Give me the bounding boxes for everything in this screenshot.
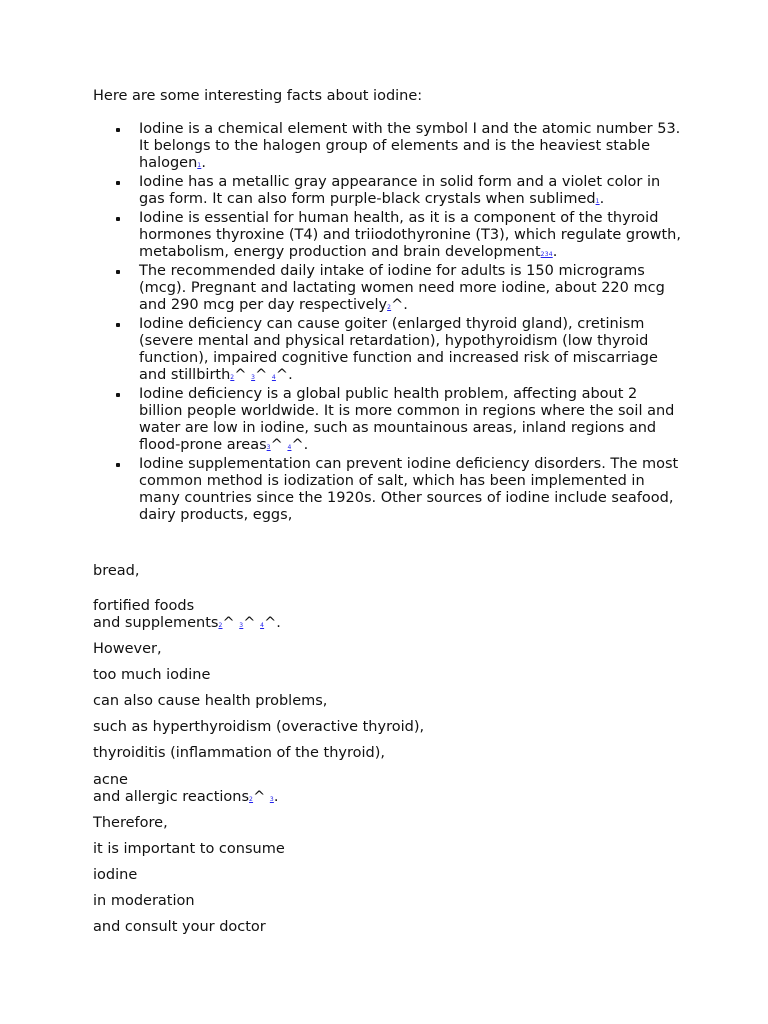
text-line [93,641,162,658]
citation-link[interactable]: 3 [251,374,256,381]
fact-text: The recommended daily intake of iodine for adults is 150 micrograms (mcg). Pregnant and lactating women need more iodine, about 220 mcg and 290 mcg per day respectively [139,263,665,313]
fact-text: Iodine deficiency is a global public health problem, affecting about 2 billion people worldwide. It is more common in regions where the soil and water are low in iodine, such as mountainous areas, inland regions and flood-prone areas [139,386,675,453]
fact-item [93,174,683,210]
sentence-end: ^. [275,367,293,383]
citation-link[interactable]: 2 [387,304,392,311]
citation-separator: ^ [243,615,261,631]
line-text: such as hyperthyroidism (overactive thyroid), [93,719,425,735]
fact-item [93,121,683,174]
fact-item [93,456,683,524]
text-line [93,667,210,684]
citation-link[interactable]: 1 [595,198,600,205]
line-text: and supplements [93,615,219,631]
citation-link[interactable]: 2 [218,622,223,629]
line-text: iodine [93,867,138,883]
fact-item [93,263,683,316]
sentence-end: . [273,789,279,805]
citation-link[interactable]: 2 [249,796,254,803]
citation-link[interactable]: 234 [540,251,553,258]
text-line [93,789,278,808]
line-text: thyroiditis (inflammation of the thyroid), [93,745,385,761]
intro-text: Here are some interesting facts about iodine: [93,88,423,104]
text-line [93,598,194,615]
citation-link[interactable]: 4 [271,374,276,381]
text-line [93,841,285,858]
line-text: Therefore, [93,815,168,831]
text-line [93,745,385,762]
text-line [93,867,137,884]
text-line [93,893,195,910]
line-text: and consult your doctor [93,919,266,935]
text-line [93,719,424,736]
line-text: in moderation [93,893,195,909]
citation-link[interactable]: 1 [197,162,202,169]
line-text: bread, [93,563,140,579]
line-text: acne [93,772,128,788]
fact-item [93,386,683,456]
citation-separator: ^ [222,615,240,631]
citation-link[interactable]: 3 [266,444,271,451]
text-line [93,815,168,832]
citation-separator: ^ [270,437,288,453]
line-text: fortified foods [93,598,195,614]
fact-text: Iodine is a chemical element with the symbol I and the atomic number 53. It belongs to the halogen group of elements and is the heaviest stable halogen [139,121,681,171]
citation-link[interactable]: 4 [260,622,265,629]
fact-text: Iodine supplementation can prevent iodine deficiency disorders. The most common method is iodization of salt, which has been implemented in many countries since the 1920s. Other sources of iodine include seafood, dairy products, eggs, [139,456,679,523]
line-text: can also cause health problems, [93,693,328,709]
citation-link[interactable]: 2 [230,374,235,381]
sentence-end: . [201,155,206,171]
line-text: However, [93,641,162,657]
sentence-end: ^. [391,297,408,313]
text-line [93,615,281,634]
fact-text: Iodine has a metallic gray appearance in solid form and a violet color in gas form. It can also form purple-black crystals when sublimed [139,174,661,207]
sentence-end: ^. [264,615,281,631]
text-line [93,919,266,936]
text-line [93,772,128,789]
citation-separator: ^ [253,789,270,805]
line-text: it is important to consume [93,841,285,857]
fact-item [93,210,683,263]
facts-list [93,121,683,524]
line-text: and allergic reactions [93,789,250,805]
citation-separator: ^ [234,367,252,383]
line-text: too much iodine [93,667,211,683]
citation-link[interactable]: 4 [287,444,292,451]
sentence-end: . [599,191,605,207]
text-line [93,693,327,710]
text-line [93,563,139,580]
citation-link[interactable]: 3 [239,622,244,629]
sentence-end: ^. [291,437,309,453]
fact-text: Iodine is essential for human health, as it is a component of the thyroid hormones thyroxine (T4) and triiodothyronine (T3), which regulate growth, metabolism, energy production and brain development [139,210,681,260]
fact-text: Iodine deficiency can cause goiter (enlarged thyroid gland), cretinism (severe mental and physical retardation), hypothyroidism (low thyroid function), impaired cognitive function and increased risk of miscarriage and stillbirth [139,316,658,383]
citation-link[interactable]: 3 [269,796,274,803]
fact-item [93,316,683,386]
citation-separator: ^ [255,367,272,383]
sentence-end: . [552,244,558,260]
